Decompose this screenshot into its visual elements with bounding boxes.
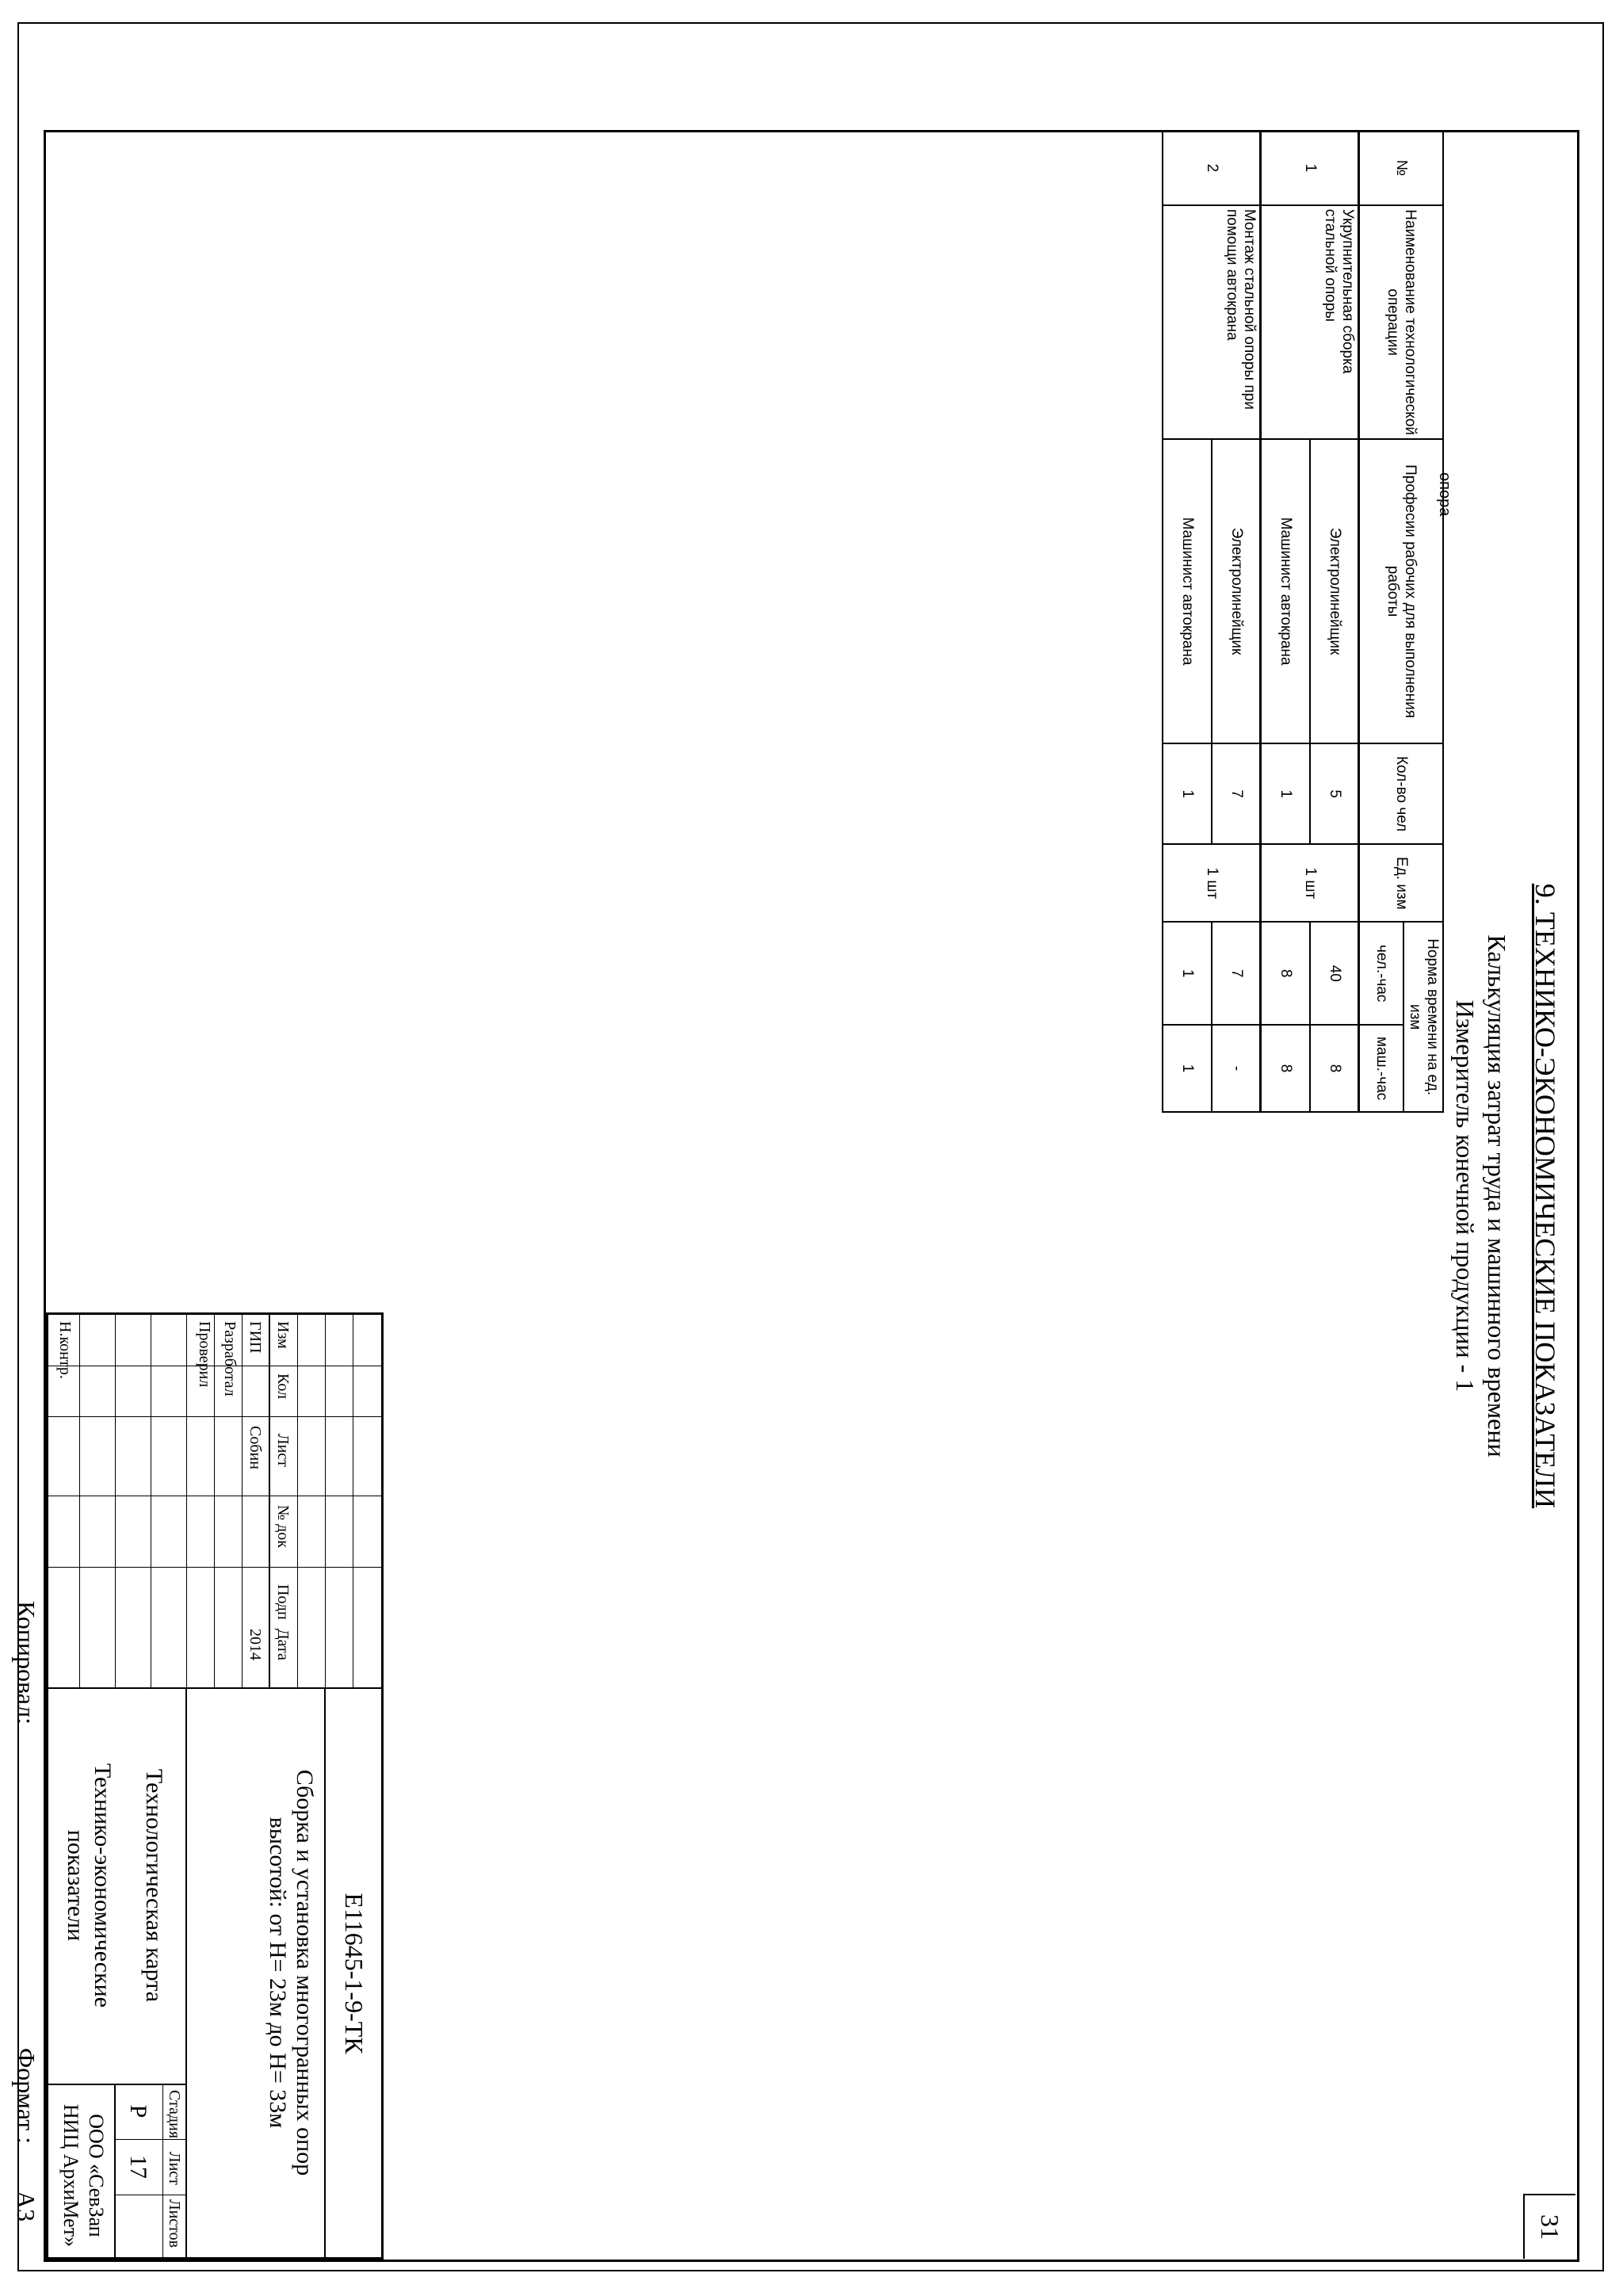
rotated-sheet [12, 130, 1579, 2262]
col-ndoc: № док [274, 1505, 292, 1548]
row-profession: Электролинейщик [1212, 439, 1261, 743]
work-description: Сборка и установка многогранных опор высотой: от Н= 23м до Н= 33м [265, 1769, 318, 2176]
header-operation: Наименование технологической операции [1359, 205, 1443, 440]
header-profession: Професии рабочих для выполнения работы [1359, 439, 1443, 743]
row-operation: Укрупнительная сборка стальной опоры [1261, 205, 1359, 440]
row-count: 5 [1310, 743, 1359, 845]
row-profession: Электролинейщик [1310, 439, 1359, 743]
row-norm-man: 1 [1163, 922, 1212, 1025]
row-norm-mach: 1 [1163, 1025, 1212, 1112]
row-operation: Монтаж стальной опоры при помощи автокрана [1163, 205, 1261, 440]
row-nkontr: Н.контр. [56, 1321, 74, 1379]
table-row [1212, 131, 1261, 1112]
row-count: 1 [1261, 743, 1310, 845]
sheet-value: 17 [125, 2155, 151, 2179]
doc-code: Е11645-1-9-ТК [340, 1893, 369, 2054]
col-data: Дата [274, 1629, 292, 1660]
header-norm-man: чел.-час [1359, 922, 1403, 1025]
header-count: Кол-во чел [1359, 743, 1443, 845]
sheets-label: Листов [166, 2199, 183, 2248]
format-value: А3 [12, 2191, 40, 2222]
header-unit: Ед. изм [1359, 844, 1443, 922]
section-title: 9. ТЕХНИКО-ЭКОНОМИЧЕСКИЕ ПОКАЗАТЕЛИ [1529, 883, 1561, 1509]
row-unit: 1 шт [1261, 844, 1359, 922]
row-num: 1 [1261, 131, 1359, 205]
section-name: Технико-экономические показатели [63, 1763, 116, 2008]
sheet-label: Лист [166, 2152, 183, 2185]
row-unit: 1 шт [1163, 844, 1261, 922]
col-izm: Изм [274, 1321, 292, 1349]
row-norm-man: 7 [1212, 922, 1261, 1025]
col-kol: Кол [274, 1373, 292, 1400]
gip-name: Собин [246, 1426, 264, 1469]
row-norm-mach: 8 [1261, 1025, 1310, 1112]
page-number: 31 [1523, 2194, 1575, 2259]
stage-label: Стадия [166, 2090, 183, 2139]
row-prover: Проверил [196, 1321, 213, 1388]
row-razrab: Разработал [221, 1321, 239, 1396]
title-block [46, 1312, 384, 2260]
card-type: Технологическая карта [141, 1768, 167, 2003]
stage-value: Р [125, 2104, 151, 2118]
subtitle-measure: Измеритель конечной продукции - 1 [1451, 999, 1480, 1392]
format-label: Формат : [12, 2048, 40, 2145]
row-gip: ГИП [246, 1321, 264, 1354]
row-norm-mach: - [1212, 1025, 1261, 1112]
row-count: 7 [1212, 743, 1261, 845]
header-norm-mach: маш.-час [1359, 1025, 1403, 1112]
copied-label: Копировал: [12, 1601, 40, 1725]
col-list: Лист [274, 1434, 292, 1467]
labor-cost-table [1162, 130, 1444, 1113]
table-row [1310, 131, 1359, 1112]
row-norm-man: 8 [1261, 922, 1310, 1025]
gip-date: 2014 [246, 1629, 264, 1660]
header-norm: Норма времени на ед. изм [1403, 922, 1443, 1112]
row-norm-man: 40 [1310, 922, 1359, 1025]
header-num: № [1359, 131, 1443, 205]
row-profession: Машинист автокрана [1261, 439, 1310, 743]
row-count: 1 [1163, 743, 1212, 845]
clipped-text: опора [1436, 472, 1453, 517]
organization: ООО «СевЗап НИЦ АрхиМет» [59, 2103, 108, 2248]
row-norm-mach: 8 [1310, 1025, 1359, 1112]
subtitle-calc: Калькуляция затрат труда и машинного времени [1483, 934, 1511, 1457]
col-podp: Подп [274, 1584, 292, 1620]
row-num: 2 [1163, 131, 1261, 205]
row-profession: Машинист автокрана [1163, 439, 1212, 743]
